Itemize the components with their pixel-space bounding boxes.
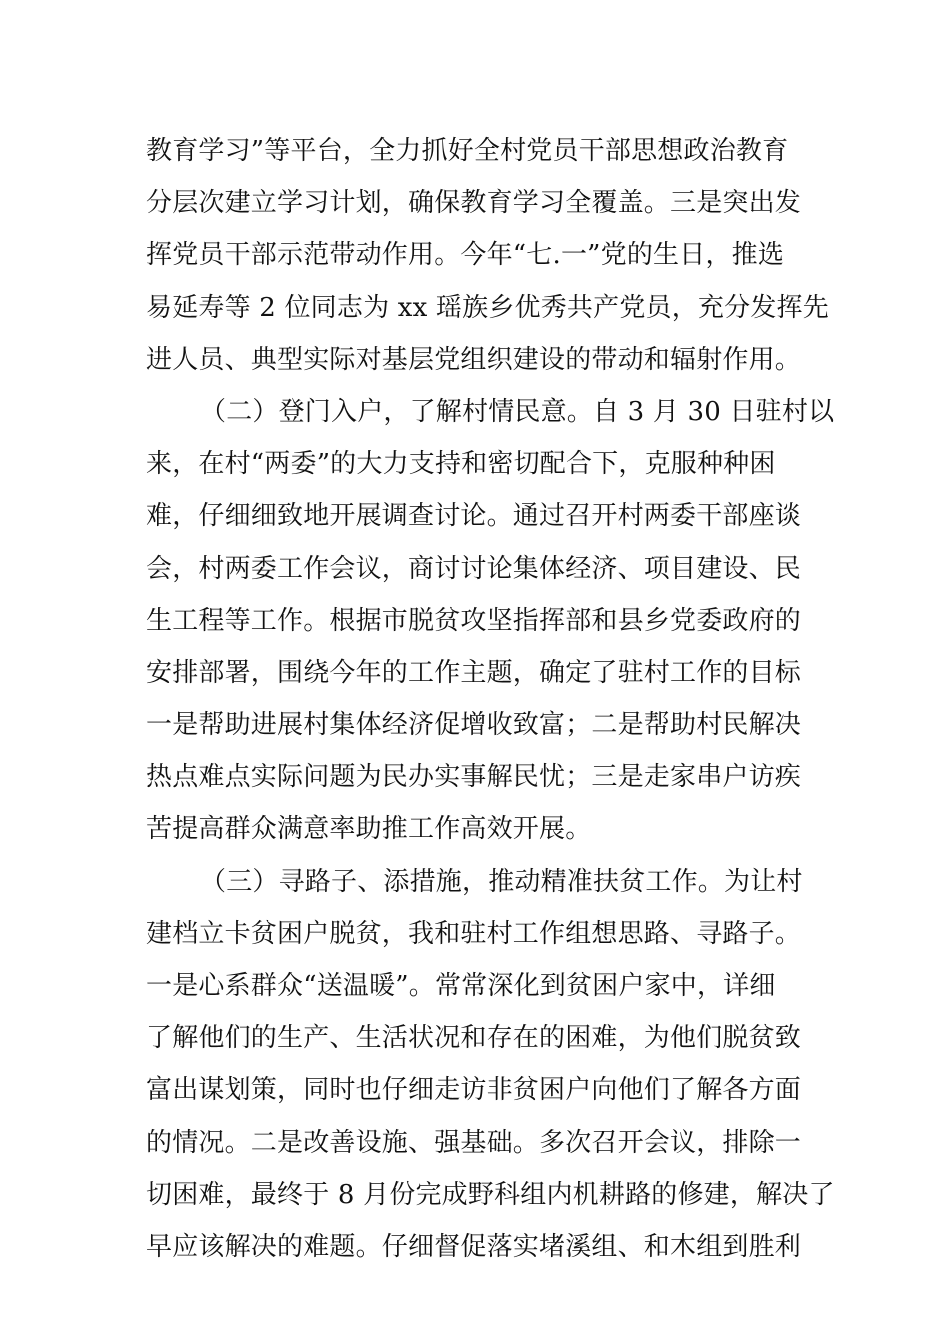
text-line: 会，村两委工作会议，商讨讨论集体经济、项目建设、民	[146, 553, 802, 584]
text-line: 分层次建立学习计划，确保教育学习全覆盖。三是突出发	[146, 188, 802, 219]
text-line: 建档立卡贫困户脱贫，我和驻村工作组想思路、寻路子。	[146, 918, 802, 949]
text-line: 切困难，最终于 8 月份完成野科组内机耕路的修建，解决了	[146, 1179, 835, 1210]
text-line: 教育学习”等平台，全力抓好全村党员干部思想政治教育	[146, 136, 789, 166]
text-line: 一是帮助进展村集体经济促增收致富；二是帮助村民解决	[146, 710, 802, 741]
text-line: 了解他们的生产、生活状况和存在的困难，为他们脱贫致	[146, 1023, 802, 1054]
text-line: 挥党员干部示范带动作用。今年“七.一”党的生日，推选	[146, 240, 785, 271]
text-line: 生工程等工作。根据市脱贫攻坚指挥部和县乡党委政府的	[146, 605, 802, 636]
text-line: 富出谋划策，同时也仔细走访非贫困户向他们了解各方面	[146, 1075, 802, 1106]
text-line: 来，在村“两委”的大力支持和密切配合下，克服种种困	[146, 449, 776, 480]
text-line: 安排部署，围绕今年的工作主题，确定了驻村工作的目标	[146, 657, 802, 688]
section-two-heading-line: （二）登门入户，了解村情民意。自 3 月 30 日驻村以	[200, 396, 835, 427]
text-line: 早应该解决的难题。仔细督促落实堵溪组、和木组到胜利	[146, 1231, 802, 1262]
text-line: 的情况。二是改善设施、强基础。多次召开会议，排除一	[146, 1127, 802, 1158]
document-body	[146, 125, 835, 1273]
section-three-heading-line: （三）寻路子、添措施，推动精准扶贫工作。为让村	[200, 866, 803, 897]
text-line: 进人员、典型实际对基层党组织建设的带动和辐射作用。	[146, 344, 802, 375]
text-line: 难，仔细细致地开展调查讨论。通过召开村两委干部座谈	[146, 501, 802, 532]
text-line: 苦提高群众满意率助推工作高效开展。	[146, 814, 592, 845]
text-line: 易延寿等 2 位同志为 xx 瑶族乡优秀共产党员，充分发挥先	[146, 292, 829, 323]
text-line: 一是心系群众“送温暖”。常常深化到贫困户家中，详细	[146, 971, 776, 1001]
text-line: 热点难点实际问题为民办实事解民忧；三是走家串户访疾	[146, 762, 802, 793]
